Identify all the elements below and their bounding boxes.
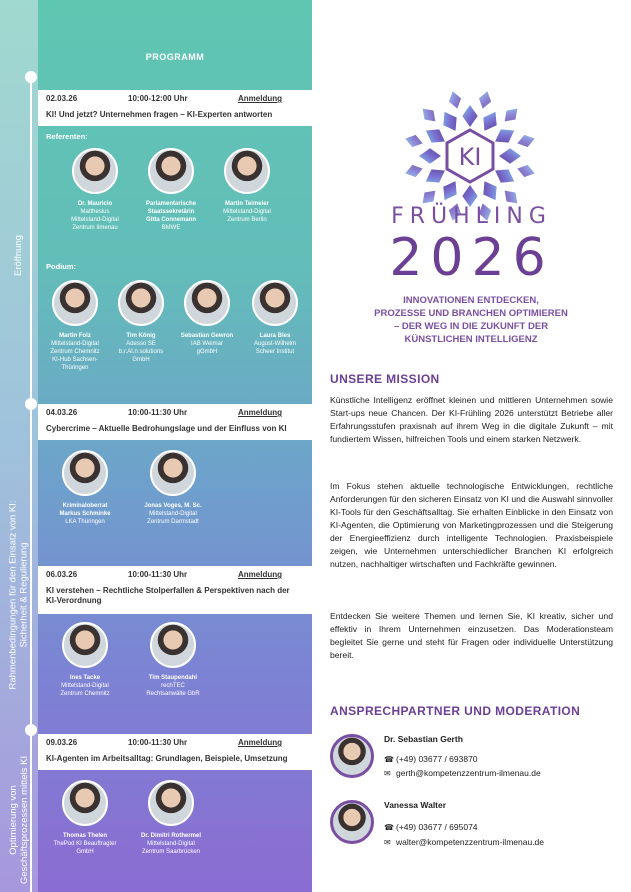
- logo-petal: [422, 124, 449, 148]
- logo-petal: [500, 104, 522, 126]
- registration-link[interactable]: Anmeldung: [238, 94, 282, 103]
- event-card: [38, 566, 312, 714]
- logo-petal: [418, 104, 440, 126]
- speaker: Dr. Dimitri Rothermel Mittelstand-Digital Zentrum Saarbrücken: [134, 780, 208, 856]
- event-time: 10:00-11:30 Uhr: [128, 570, 188, 579]
- rail-label-rahmen: Rahmenbedingungen für den Einsatz von KI: Sicherheit & Regulierung: [8, 500, 31, 690]
- event-card: [38, 90, 312, 390]
- panel-label: Podium:: [46, 262, 76, 271]
- logo-petal: [477, 90, 494, 111]
- contact-name: Dr. Sebastian Gerth: [384, 734, 463, 744]
- logo-petal: [491, 124, 518, 148]
- avatar: [62, 622, 108, 668]
- timeline-dot: [25, 71, 37, 83]
- logo-petal: [419, 148, 441, 163]
- contact-phone: ☎ (+49) 03677 / 695074: [384, 822, 478, 832]
- avatar: [330, 800, 374, 844]
- rail-label-eroeffnung: Eröffnung: [13, 234, 25, 276]
- panelist: Tim König Adesso SE b.r.AI.n solutions GmbH: [104, 280, 178, 364]
- logo-petal: [516, 133, 537, 150]
- avatar: [148, 780, 194, 826]
- logo-petal: [404, 163, 425, 180]
- avatar: [150, 450, 196, 496]
- logo-petal: [447, 90, 464, 111]
- avatar: [330, 734, 374, 778]
- logo-petal: [404, 133, 425, 150]
- contact-email[interactable]: ✉ walter@kompetenzzentrum-ilmenau.de: [384, 837, 544, 847]
- event-title-cont: KI-Verordnung: [46, 596, 102, 605]
- logo-petal: [499, 148, 521, 163]
- panelist: Sebastian Gewron IAB Weimar gGmbH: [170, 280, 244, 356]
- event-title: KI verstehen – Rechtliche Stolperfallen & Perspektiven nach der: [46, 586, 290, 595]
- mission-paragraph: Entdecken Sie weitere Themen und lernen Sie, KI kreativ, sicher und effektiv in Ihrem Unternehmen einzusetzen. Das Moderationsteam begleitet Sie gerne und steht für Fragen oder individuelle Unterstützung bereit.: [330, 611, 613, 660]
- contact-email[interactable]: ✉ gerth@kompetenzzentrum-ilmenau.de: [384, 768, 541, 778]
- program-panel: [0, 0, 312, 892]
- avatar: [52, 280, 98, 326]
- mission-paragraph: Im Fokus stehen aktuelle technologische Entwicklungen, rechtliche Anforderungen für den sicheren Einsatz von KI und die Auswahl sinnvoller KI-Tools für den Geschäftsalltag. Sie erhalten Einblicke in den Einsatz von KI-Agenten, die Optimierung von Marketingprozessen und die Steigerung der Energieeffizienz durch intelligente Technologien. Praxisbeispiele zeigen, wie Unternehmen unterschiedlicher Branchen KI erfolgreich nutzen, nachhaltiger wirtschaften und Fachkräfte gewinnen.: [330, 481, 613, 569]
- registration-link[interactable]: Anmeldung: [238, 408, 282, 417]
- event-title: KI! Und jetzt? Unternehmen fragen – KI-Experten antworten: [46, 110, 273, 119]
- logo-text: KI: [458, 143, 482, 171]
- logo-petal: [438, 108, 462, 135]
- event-header: [38, 566, 312, 614]
- event-title: KI-Agenten im Arbeitsalltag: Grundlagen, Beispiele, Umsetzung: [46, 754, 288, 763]
- event-date: 04.03.26: [46, 408, 78, 417]
- logo-petal: [422, 164, 449, 188]
- avatar: [148, 148, 194, 194]
- registration-link[interactable]: Anmeldung: [238, 738, 282, 747]
- brand-line1: FRÜHLING: [391, 204, 552, 229]
- event-title: Cybercrime – Aktuelle Bedrohungslage und der Einfluss von KI: [46, 424, 287, 433]
- avatar: [184, 280, 230, 326]
- mission-paragraph: Künstliche Intelligenz eröffnet kleinen und mittleren Unternehmen sowie Start-ups neue Chancen. Der KI-Frühling 2026 unterstützt Betriebe aller Erfahrungsstufen praxisnah auf ihrem Weg in die digitale Zukunft – mit fundiertem Wissen, hilfreichen Tools und einem starken Netzwerk.: [330, 395, 613, 444]
- logo-petal: [462, 105, 477, 127]
- avatar: [252, 280, 298, 326]
- speakers-label: Referenten:: [46, 132, 88, 141]
- event-date: 02.03.26: [46, 94, 78, 103]
- speaker: Ines Tacke Mittelstand-Digital Zentrum Chemnitz: [48, 622, 122, 698]
- speaker: Jonas Voges, M. Sc. Mittelstand-Digital Zentrum Darmstadt: [136, 450, 210, 526]
- panelist: Martin Folz Mittelstand-Digital Zentrum Chemnitz KI-Hub Sachsen- Thüringen: [38, 280, 112, 372]
- event-time: 10:00-11:30 Uhr: [128, 408, 188, 417]
- avatar: [150, 622, 196, 668]
- timeline-rail: [0, 0, 38, 892]
- avatar: [224, 148, 270, 194]
- timeline-dot: [25, 724, 37, 736]
- mission-heading: UNSERE MISSION: [330, 372, 440, 386]
- speaker: Thomas Thelen ThePod KI Beauftragter GmbH: [48, 780, 122, 856]
- event-header: [38, 404, 312, 440]
- speaker: Dr. Mauricio Matthesius Mittelstand-Digital Zentrum Ilmenau: [58, 148, 132, 232]
- speaker: Parlamentarische Staatssekretärin Gitta Connemann BMWE: [134, 148, 208, 232]
- event-header: [38, 734, 312, 770]
- phone-icon: ☎: [384, 823, 394, 832]
- speaker: Kriminaloberrat Markus Schminke LKA Thüringen: [48, 450, 122, 526]
- logo-petal: [438, 177, 462, 204]
- speaker: Martin Teimeier Mittelstand-Digital Zentrum Berlin: [210, 148, 284, 224]
- logo-petal: [478, 177, 502, 204]
- brand-year: 2026: [389, 228, 554, 288]
- contacts-heading: ANSPRECHPARTNER UND MODERATION: [330, 704, 581, 718]
- timeline-dot: [25, 398, 37, 410]
- avatar: [118, 280, 164, 326]
- logo-petal: [516, 163, 537, 180]
- tagline: INNOVATIONEN ENTDECKEN, PROZESSE UND BRANCHEN OPTIMIEREN – DER WEG IN DIE ZUKUNFT DER KÜNSTLICHEN INTELLIGENZ: [374, 295, 568, 345]
- panelist: Laura Bies August-Wilhelm Scheer Institut: [238, 280, 312, 356]
- phone-icon: ☎: [384, 755, 394, 764]
- logo-petal: [491, 164, 518, 188]
- speaker: Tim Staupendahl rechTEC Rechtsanwälte GbR: [136, 622, 210, 698]
- event-date: 09.03.26: [46, 738, 78, 747]
- email-icon: ✉: [384, 838, 391, 847]
- contact-phone: ☎ (+49) 03677 / 693870: [384, 754, 478, 764]
- avatar: [62, 450, 108, 496]
- contact-name: Vanessa Walter: [384, 800, 447, 810]
- avatar: [62, 780, 108, 826]
- event-card: [38, 734, 312, 884]
- event-time: 10:00-12:00 Uhr: [128, 94, 188, 103]
- program-title: PROGRAMM: [145, 52, 205, 62]
- event-header: [38, 90, 312, 126]
- registration-link[interactable]: Anmeldung: [238, 570, 282, 579]
- event-card: [38, 404, 312, 554]
- logo-petal: [478, 108, 502, 135]
- avatar: [72, 148, 118, 194]
- rail-label-optimierung: Optimierung von Geschäftsprozessen mittels KI: [8, 755, 30, 885]
- email-icon: ✉: [384, 769, 391, 778]
- event-time: 10:00-11:30 Uhr: [128, 738, 188, 747]
- event-date: 06.03.26: [46, 570, 78, 579]
